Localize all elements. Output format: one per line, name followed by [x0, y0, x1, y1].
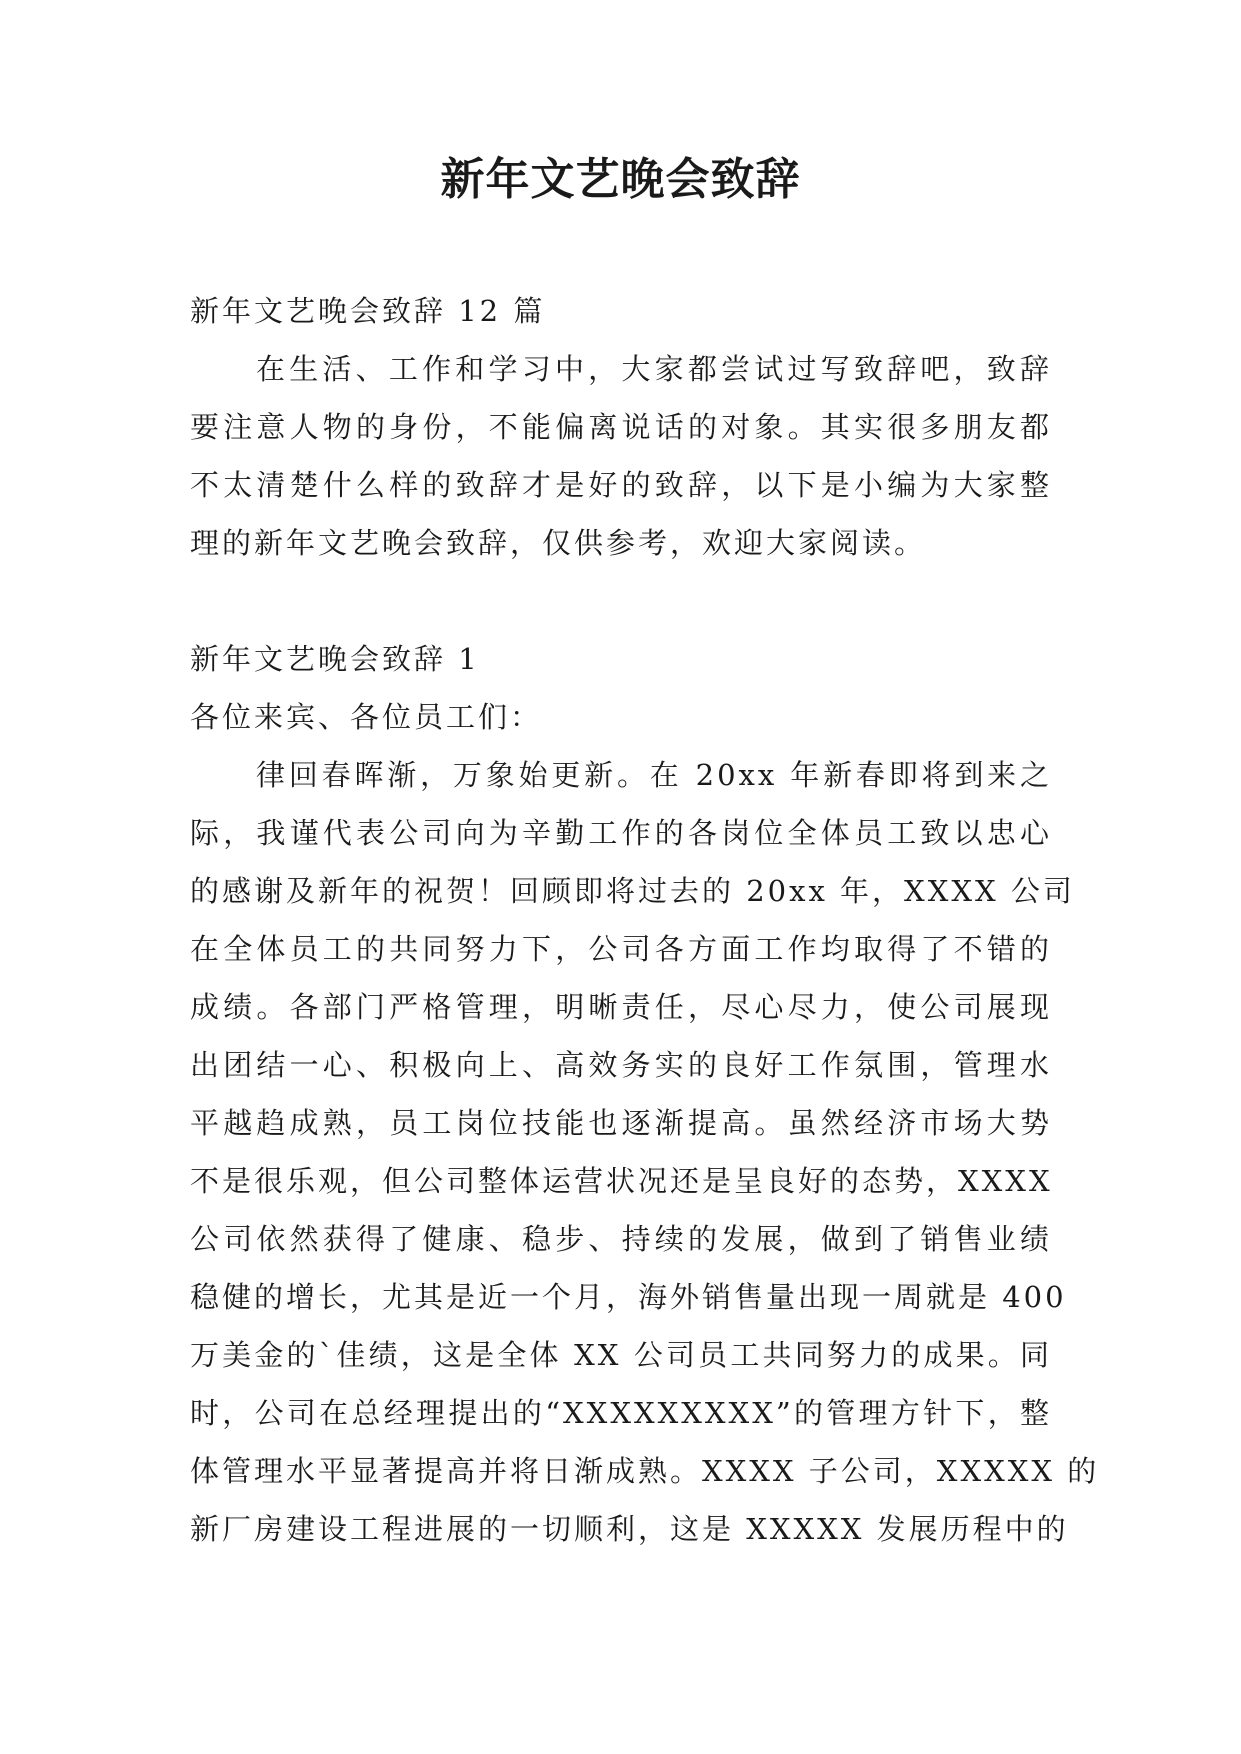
intro-line: 要注意人物的身份，不能偏离说话的对象。其实很多朋友都: [190, 410, 1052, 444]
paragraph-line: 体管理水平显著提高并将日渐成熟。XXXX 子公司，XXXXX 的: [190, 1454, 1100, 1488]
intro-line: 理的新年文艺晚会致辞，仅供参考，欢迎大家阅读。: [190, 526, 927, 560]
intro-line: 在生活、工作和学习中，大家都尝试过写致辞吧，致辞: [256, 352, 1052, 386]
paragraph-line: 公司依然获得了健康、稳步、持续的发展，做到了销售业绩: [190, 1222, 1052, 1256]
section1-paragraph: [190, 746, 1100, 1558]
intro-paragraph: [190, 340, 1052, 572]
paragraph-line: 成绩。各部门严格管理，明晰责任，尽心尽力，使公司展现: [190, 990, 1052, 1024]
paragraph-line: 稳健的增长，尤其是近一个月，海外销售量出现一周就是 400: [190, 1280, 1067, 1314]
paragraph-line: 不是很乐观，但公司整体运营状况还是呈良好的态势，XXXX: [190, 1164, 1053, 1198]
intro-line: 不太清楚什么样的致辞才是好的致辞，以下是小编为大家整: [190, 468, 1052, 502]
paragraph-line: 万美金的`佳绩，这是全体 XX 公司员工共同努力的成果。同: [190, 1338, 1052, 1372]
salutation: 各位来宾、各位员工们：: [190, 700, 543, 734]
paragraph-line: 平越趋成熟，员工岗位技能也逐渐提高。虽然经济市场大势: [190, 1106, 1052, 1140]
paragraph-line: 在全体员工的共同努力下，公司各方面工作均取得了不错的: [190, 932, 1052, 966]
document-title: 新年文艺晚会致辞: [440, 154, 801, 205]
section-heading: 新年文艺晚会致辞 1: [190, 642, 480, 676]
document-subtitle: 新年文艺晚会致辞 12 篇: [190, 294, 546, 328]
paragraph-line: 时，公司在总经理提出的“XXXXXXXXX”的管理方针下，整: [190, 1396, 1052, 1430]
paragraph-line: 的感谢及新年的祝贺！回顾即将过去的 20xx 年，XXXX 公司: [190, 874, 1075, 908]
subtitle-block: [190, 282, 1052, 340]
paragraph-line: 律回春晖渐，万象始更新。在 20xx 年新春即将到来之: [256, 758, 1052, 792]
paragraph-line: 出团结一心、积极向上、高效务实的良好工作氛围，管理水: [190, 1048, 1052, 1082]
paragraph-line: 新厂房建设工程进展的一切顺利，这是 XXXXX 发展历程中的: [190, 1512, 1069, 1546]
section1-heading-block: [190, 630, 1052, 746]
paragraph-line: 际，我谨代表公司向为辛勤工作的各岗位全体员工致以忠心: [190, 816, 1052, 850]
